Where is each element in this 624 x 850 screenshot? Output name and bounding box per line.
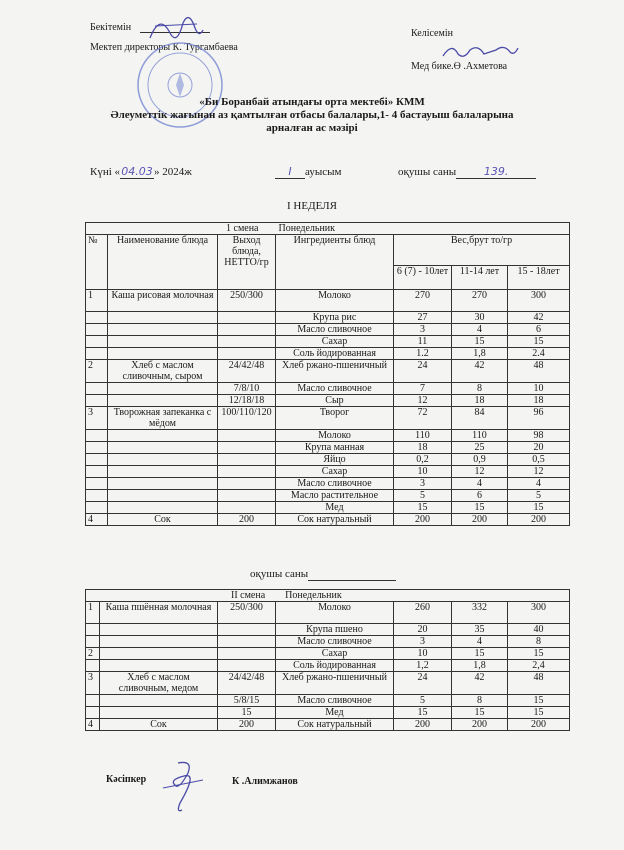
table-row bbox=[86, 514, 570, 526]
cell-weight-age-3: 0,5 bbox=[508, 454, 570, 466]
cell-ingredient: Масло сливочное bbox=[276, 478, 394, 490]
table-row bbox=[86, 478, 570, 490]
shift-header bbox=[86, 223, 570, 235]
cell-ingredient: Масло сливочное bbox=[276, 695, 394, 707]
cell-ingredient: Молоко bbox=[276, 602, 394, 624]
cell-yield bbox=[218, 624, 276, 636]
entrepreneur-name: К .Алимжанов bbox=[232, 776, 298, 787]
shift2-label: II смена bbox=[231, 590, 266, 601]
cell-weight-age-3: 2,4 bbox=[508, 660, 570, 672]
table-shift-row bbox=[86, 223, 570, 235]
cell-ingredient: Мед bbox=[276, 707, 394, 719]
cell-num bbox=[86, 478, 108, 490]
students-line bbox=[398, 165, 536, 179]
cell-yield bbox=[218, 336, 276, 348]
cell-weight-age-2: 15 bbox=[452, 502, 508, 514]
shift-label: 1 смена bbox=[226, 223, 259, 234]
cell-weight-age-2: 4 bbox=[452, 324, 508, 336]
cell-weight-age-1: 10 bbox=[394, 648, 452, 660]
cell-weight-age-1: 0,2 bbox=[394, 454, 452, 466]
cell-dish-name bbox=[108, 383, 218, 395]
cell-yield bbox=[218, 454, 276, 466]
cell-weight-age-2: 18 bbox=[452, 395, 508, 407]
cell-weight-age-2: 25 bbox=[452, 442, 508, 454]
menu-table-shift-2 bbox=[85, 589, 570, 731]
cell-dish-name bbox=[100, 624, 218, 636]
cell-weight-age-1: 200 bbox=[394, 514, 452, 526]
shift2-header bbox=[86, 590, 570, 602]
students-label: оқушы саны bbox=[398, 166, 457, 178]
cell-dish-name: Сок bbox=[100, 719, 218, 731]
cell-dish-name: Хлеб с маслом сливочным, медом bbox=[100, 672, 218, 695]
document-subtitle-2: арналған ас мәзірі bbox=[266, 122, 358, 134]
cell-dish-name bbox=[108, 324, 218, 336]
cell-num bbox=[86, 324, 108, 336]
cell-ingredient: Масло сливочное bbox=[276, 636, 394, 648]
cell-weight-age-2: 0,9 bbox=[452, 454, 508, 466]
cell-weight-age-2: 6 bbox=[452, 490, 508, 502]
table-row bbox=[86, 660, 570, 672]
cell-weight-age-3: 8 bbox=[508, 636, 570, 648]
shift-line bbox=[275, 165, 341, 179]
day-prefix: Күні « bbox=[90, 166, 121, 178]
cell-weight-age-1: 3 bbox=[394, 636, 452, 648]
cell-yield bbox=[218, 636, 276, 648]
cell-num bbox=[86, 490, 108, 502]
cell-weight-age-2: 4 bbox=[452, 636, 508, 648]
cell-weight-age-3: 2.4 bbox=[508, 348, 570, 360]
cell-ingredient: Крупа рис bbox=[276, 312, 394, 324]
table-row bbox=[86, 430, 570, 442]
week-title: I НЕДЕЛЯ bbox=[287, 200, 337, 212]
cell-weight-age-3: 42 bbox=[508, 312, 570, 324]
cell-weight-age-3: 200 bbox=[508, 719, 570, 731]
cell-yield bbox=[218, 442, 276, 454]
cell-ingredient: Соль йодированная bbox=[276, 348, 394, 360]
cell-weight-age-3: 98 bbox=[508, 430, 570, 442]
table-row bbox=[86, 624, 570, 636]
cell-weight-age-2: 1,8 bbox=[452, 348, 508, 360]
cell-weight-age-3: 15 bbox=[508, 336, 570, 348]
cell-dish-name bbox=[108, 454, 218, 466]
col-age-1: 6 (7) - 10лет bbox=[394, 266, 452, 290]
nurse-signature bbox=[440, 40, 520, 62]
cell-weight-age-2: 270 bbox=[452, 290, 508, 312]
cell-dish-name: Творожная запеканка с мёдом bbox=[108, 407, 218, 430]
cell-num: 2 bbox=[86, 648, 100, 660]
cell-num: 3 bbox=[86, 672, 100, 695]
cell-num bbox=[86, 442, 108, 454]
document-title: «Би Боранбай атындағы орта мектебі» КММ bbox=[199, 96, 425, 108]
cell-yield bbox=[218, 312, 276, 324]
table-row bbox=[86, 490, 570, 502]
director-name: Мектеп директоры К. Тургамбаева bbox=[90, 42, 238, 53]
cell-yield: 200 bbox=[218, 514, 276, 526]
cell-dish-name bbox=[108, 502, 218, 514]
nurse-name: Мед бике.Ө .Ахметова bbox=[411, 61, 508, 72]
cell-yield: 15 bbox=[218, 707, 276, 719]
cell-num bbox=[86, 312, 108, 324]
cell-num bbox=[86, 636, 100, 648]
cell-weight-age-1: 5 bbox=[394, 490, 452, 502]
cell-num bbox=[86, 336, 108, 348]
students-2-line bbox=[250, 568, 396, 581]
cell-weight-age-2: 30 bbox=[452, 312, 508, 324]
cell-weight-age-1: 3 bbox=[394, 478, 452, 490]
entrepreneur-signature bbox=[158, 758, 208, 818]
col-name: Наименование блюда bbox=[108, 235, 218, 290]
cell-ingredient: Крупа пшено bbox=[276, 624, 394, 636]
cell-dish-name bbox=[100, 648, 218, 660]
cell-weight-age-1: 5 bbox=[394, 695, 452, 707]
cell-weight-age-1: 260 bbox=[394, 602, 452, 624]
cell-dish-name bbox=[100, 707, 218, 719]
cell-weight-age-1: 3 bbox=[394, 324, 452, 336]
cell-weight-age-1: 24 bbox=[394, 360, 452, 383]
table-row bbox=[86, 407, 570, 430]
shift-value: I bbox=[275, 165, 305, 179]
cell-dish-name bbox=[100, 695, 218, 707]
table-row bbox=[86, 602, 570, 624]
cell-dish-name bbox=[108, 466, 218, 478]
cell-dish-name: Каша пшённая молочная bbox=[100, 602, 218, 624]
day2-label: Понедельник bbox=[285, 590, 342, 601]
cell-num: 3 bbox=[86, 407, 108, 430]
approve-label: Бекітемін bbox=[90, 22, 132, 33]
cell-num: 4 bbox=[86, 514, 108, 526]
cell-num bbox=[86, 430, 108, 442]
cell-weight-age-2: 42 bbox=[452, 672, 508, 695]
cell-dish-name bbox=[108, 430, 218, 442]
table-row bbox=[86, 719, 570, 731]
cell-yield: 100/110/120 bbox=[218, 407, 276, 430]
cell-yield bbox=[218, 648, 276, 660]
cell-dish-name bbox=[108, 395, 218, 407]
table-row bbox=[86, 348, 570, 360]
cell-num: 1 bbox=[86, 290, 108, 312]
table-row bbox=[86, 324, 570, 336]
cell-yield: 24/42/48 bbox=[218, 672, 276, 695]
cell-weight-age-2: 110 bbox=[452, 430, 508, 442]
cell-ingredient: Сахар bbox=[276, 336, 394, 348]
col-yield: Выход блюда, НЕТТО/гр bbox=[218, 235, 276, 290]
cell-num bbox=[86, 707, 100, 719]
cell-weight-age-3: 4 bbox=[508, 478, 570, 490]
cell-weight-age-3: 200 bbox=[508, 514, 570, 526]
cell-ingredient: Творог bbox=[276, 407, 394, 430]
date-line bbox=[90, 165, 192, 179]
cell-num bbox=[86, 466, 108, 478]
cell-yield bbox=[218, 502, 276, 514]
cell-dish-name bbox=[100, 636, 218, 648]
cell-dish-name: Каша рисовая молочная bbox=[108, 290, 218, 312]
cell-weight-age-3: 15 bbox=[508, 648, 570, 660]
cell-weight-age-3: 300 bbox=[508, 602, 570, 624]
cell-num: 2 bbox=[86, 360, 108, 383]
cell-ingredient: Сок натуральный bbox=[276, 719, 394, 731]
cell-weight-age-1: 24 bbox=[394, 672, 452, 695]
cell-yield: 200 bbox=[218, 719, 276, 731]
director-signature bbox=[145, 8, 205, 48]
cell-ingredient: Хлеб ржано-пшеничный bbox=[276, 672, 394, 695]
cell-dish-name: Хлеб с маслом сливочным, сыром bbox=[108, 360, 218, 383]
cell-ingredient: Молоко bbox=[276, 430, 394, 442]
cell-ingredient: Яйцо bbox=[276, 454, 394, 466]
students-2-label: оқушы саны bbox=[250, 568, 309, 580]
agree-label: Келісемін bbox=[411, 28, 453, 39]
cell-ingredient: Сыр bbox=[276, 395, 394, 407]
col-age-2: 11-14 лет bbox=[452, 266, 508, 290]
day-suffix: » 2024ж bbox=[154, 166, 192, 178]
cell-weight-age-2: 4 bbox=[452, 478, 508, 490]
cell-weight-age-2: 84 bbox=[452, 407, 508, 430]
cell-num bbox=[86, 454, 108, 466]
cell-weight-age-1: 27 bbox=[394, 312, 452, 324]
cell-weight-age-1: 15 bbox=[394, 502, 452, 514]
cell-weight-age-3: 300 bbox=[508, 290, 570, 312]
cell-weight-age-1: 270 bbox=[394, 290, 452, 312]
cell-num bbox=[86, 695, 100, 707]
cell-ingredient: Масло сливочное bbox=[276, 383, 394, 395]
cell-yield: 7/8/10 bbox=[218, 383, 276, 395]
table-row bbox=[86, 336, 570, 348]
table-header-row bbox=[86, 235, 570, 266]
cell-yield bbox=[218, 430, 276, 442]
cell-num bbox=[86, 660, 100, 672]
cell-dish-name bbox=[108, 312, 218, 324]
table-row bbox=[86, 454, 570, 466]
cell-weight-age-1: 7 bbox=[394, 383, 452, 395]
cell-weight-age-3: 48 bbox=[508, 672, 570, 695]
table-row bbox=[86, 648, 570, 660]
cell-ingredient: Масло сливочное bbox=[276, 324, 394, 336]
table-row bbox=[86, 442, 570, 454]
cell-weight-age-1: 15 bbox=[394, 707, 452, 719]
day-label: Понедельник bbox=[278, 223, 336, 234]
cell-weight-age-2: 1,8 bbox=[452, 660, 508, 672]
cell-ingredient: Крупа манная bbox=[276, 442, 394, 454]
cell-weight-age-3: 10 bbox=[508, 383, 570, 395]
cell-yield bbox=[218, 466, 276, 478]
cell-yield: 250/300 bbox=[218, 290, 276, 312]
cell-weight-age-2: 8 bbox=[452, 383, 508, 395]
cell-yield bbox=[218, 348, 276, 360]
cell-weight-age-1: 1.2 bbox=[394, 348, 452, 360]
table-row bbox=[86, 466, 570, 478]
cell-ingredient: Молоко bbox=[276, 290, 394, 312]
cell-dish-name bbox=[108, 442, 218, 454]
cell-weight-age-2: 15 bbox=[452, 648, 508, 660]
cell-ingredient: Сок натуральный bbox=[276, 514, 394, 526]
cell-weight-age-3: 20 bbox=[508, 442, 570, 454]
students-value: 139. bbox=[456, 165, 536, 179]
cell-weight-age-3: 15 bbox=[508, 502, 570, 514]
table-row bbox=[86, 636, 570, 648]
cell-weight-age-1: 20 bbox=[394, 624, 452, 636]
cell-weight-age-3: 40 bbox=[508, 624, 570, 636]
shift-suffix: ауысым bbox=[305, 166, 342, 178]
cell-yield: 250/300 bbox=[218, 602, 276, 624]
cell-weight-age-2: 200 bbox=[452, 514, 508, 526]
table-row bbox=[86, 360, 570, 383]
cell-dish-name bbox=[108, 490, 218, 502]
col-weight: Вес,брут то/гр bbox=[394, 235, 570, 266]
cell-num bbox=[86, 624, 100, 636]
cell-num bbox=[86, 502, 108, 514]
cell-weight-age-1: 10 bbox=[394, 466, 452, 478]
cell-dish-name bbox=[108, 336, 218, 348]
cell-dish-name bbox=[108, 348, 218, 360]
cell-weight-age-2: 42 bbox=[452, 360, 508, 383]
menu-table-shift-1 bbox=[85, 222, 570, 526]
table-row bbox=[86, 707, 570, 719]
cell-weight-age-3: 48 bbox=[508, 360, 570, 383]
cell-yield: 12/18/18 bbox=[218, 395, 276, 407]
table-row bbox=[86, 502, 570, 514]
cell-yield bbox=[218, 660, 276, 672]
cell-ingredient: Хлеб ржано-пшеничный bbox=[276, 360, 394, 383]
document-subtitle-1: Әлеуметтік жағынан аз қамтылған отбасы балалары,1- 4 бастауыш балаларына bbox=[110, 109, 514, 121]
cell-num bbox=[86, 383, 108, 395]
cell-weight-age-2: 200 bbox=[452, 719, 508, 731]
cell-dish-name bbox=[108, 478, 218, 490]
cell-ingredient: Соль йодированная bbox=[276, 660, 394, 672]
cell-weight-age-1: 18 bbox=[394, 442, 452, 454]
cell-weight-age-3: 6 bbox=[508, 324, 570, 336]
table-row bbox=[86, 672, 570, 695]
cell-dish-name: Сок bbox=[108, 514, 218, 526]
cell-weight-age-2: 8 bbox=[452, 695, 508, 707]
cell-weight-age-1: 110 bbox=[394, 430, 452, 442]
cell-weight-age-3: 15 bbox=[508, 695, 570, 707]
cell-num: 1 bbox=[86, 602, 100, 624]
cell-weight-age-3: 12 bbox=[508, 466, 570, 478]
cell-num bbox=[86, 348, 108, 360]
cell-yield: 24/42/48 bbox=[218, 360, 276, 383]
cell-weight-age-1: 200 bbox=[394, 719, 452, 731]
cell-weight-age-2: 12 bbox=[452, 466, 508, 478]
cell-weight-age-1: 12 bbox=[394, 395, 452, 407]
cell-weight-age-1: 72 bbox=[394, 407, 452, 430]
col-age-3: 15 - 18лет bbox=[508, 266, 570, 290]
cell-yield bbox=[218, 478, 276, 490]
cell-weight-age-3: 15 bbox=[508, 707, 570, 719]
cell-ingredient: Мед bbox=[276, 502, 394, 514]
table-row bbox=[86, 395, 570, 407]
col-ingredients: Ингредиенты блюд bbox=[276, 235, 394, 290]
cell-weight-age-2: 332 bbox=[452, 602, 508, 624]
cell-weight-age-2: 35 bbox=[452, 624, 508, 636]
cell-weight-age-3: 96 bbox=[508, 407, 570, 430]
cell-ingredient: Масло растительное bbox=[276, 490, 394, 502]
cell-weight-age-3: 18 bbox=[508, 395, 570, 407]
cell-dish-name bbox=[100, 660, 218, 672]
cell-yield bbox=[218, 490, 276, 502]
cell-weight-age-1: 11 bbox=[394, 336, 452, 348]
students-2-blank bbox=[308, 568, 396, 581]
col-num: № bbox=[86, 235, 108, 290]
cell-weight-age-2: 15 bbox=[452, 707, 508, 719]
table2-shift-row bbox=[86, 590, 570, 602]
table-row bbox=[86, 695, 570, 707]
cell-num: 4 bbox=[86, 719, 100, 731]
table-row bbox=[86, 312, 570, 324]
cell-weight-age-3: 5 bbox=[508, 490, 570, 502]
table-row bbox=[86, 383, 570, 395]
entrepreneur-label: Кәсіпкер bbox=[106, 774, 147, 785]
cell-ingredient: Сахар bbox=[276, 466, 394, 478]
cell-weight-age-1: 1,2 bbox=[394, 660, 452, 672]
cell-yield bbox=[218, 324, 276, 336]
cell-ingredient: Сахар bbox=[276, 648, 394, 660]
cell-num bbox=[86, 395, 108, 407]
table-row bbox=[86, 290, 570, 312]
cell-weight-age-2: 15 bbox=[452, 336, 508, 348]
cell-yield: 5/8/15 bbox=[218, 695, 276, 707]
day-value: 04.03 bbox=[121, 165, 153, 178]
